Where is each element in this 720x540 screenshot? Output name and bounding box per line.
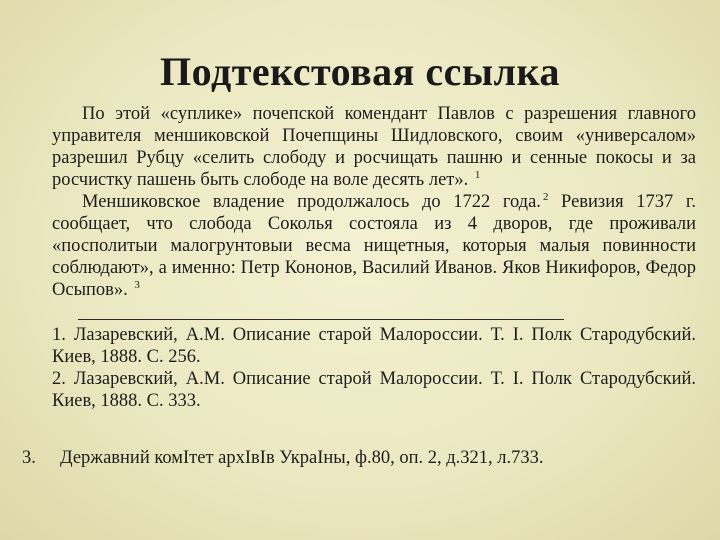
footnote-2: 2. Лазаревский, А.М. Описание старой Малороссии. Т. I. Полк Стародубский. Киев, 1888. С. 333. (52, 369, 696, 411)
footnote-3-number: 3. (22, 448, 36, 468)
paragraph-2-text-b: Ревизия 1737 г. сообщает, что слобода Соколья состояла из 4 дворов, где проживали «посполитыи малогрунтовыи весма нищетныя, которыя малыя повинности соблюдают», а именно: Петр Кононов, Василий Иванов. Яков Никифоров, Федор Осыпов». (52, 192, 696, 300)
footnote-3 (22, 447, 544, 469)
footnote-1: 1. Лазаревский, А.М. Описание старой Малороссии. Т. I. Полк Стародубский. Киев, 1888. С. 256. (52, 325, 696, 367)
paragraph-1 (52, 103, 696, 191)
footnote-3-text: Державний комІтет архІвІв УкраІны, ф.80, оп. 2, д.321, л.733. (60, 448, 544, 468)
footnote-divider (78, 319, 564, 320)
paragraph-2 (52, 191, 696, 301)
footnote-ref-3: 3 (134, 278, 140, 291)
slide-body (52, 103, 696, 412)
footnote-ref-2: 2 (542, 190, 549, 203)
paragraph-1-text: По этой «суплике» почепской комендант Павлов с разрешения главного управителя меншиковской Почепщины Шидловского, своим «универсалом» разрешил Рубцу «селить слободу и росчищать пашню и сенные покосы и за росчистку пашень быть слободе на воле десять лет». (52, 104, 696, 190)
footnote-ref-1: 1 (474, 168, 481, 181)
paragraph-2-text-a: Меншиковское владение продолжалось до 1722 года. (82, 192, 541, 212)
slide-title: Подтекстовая ссылка (160, 49, 560, 94)
